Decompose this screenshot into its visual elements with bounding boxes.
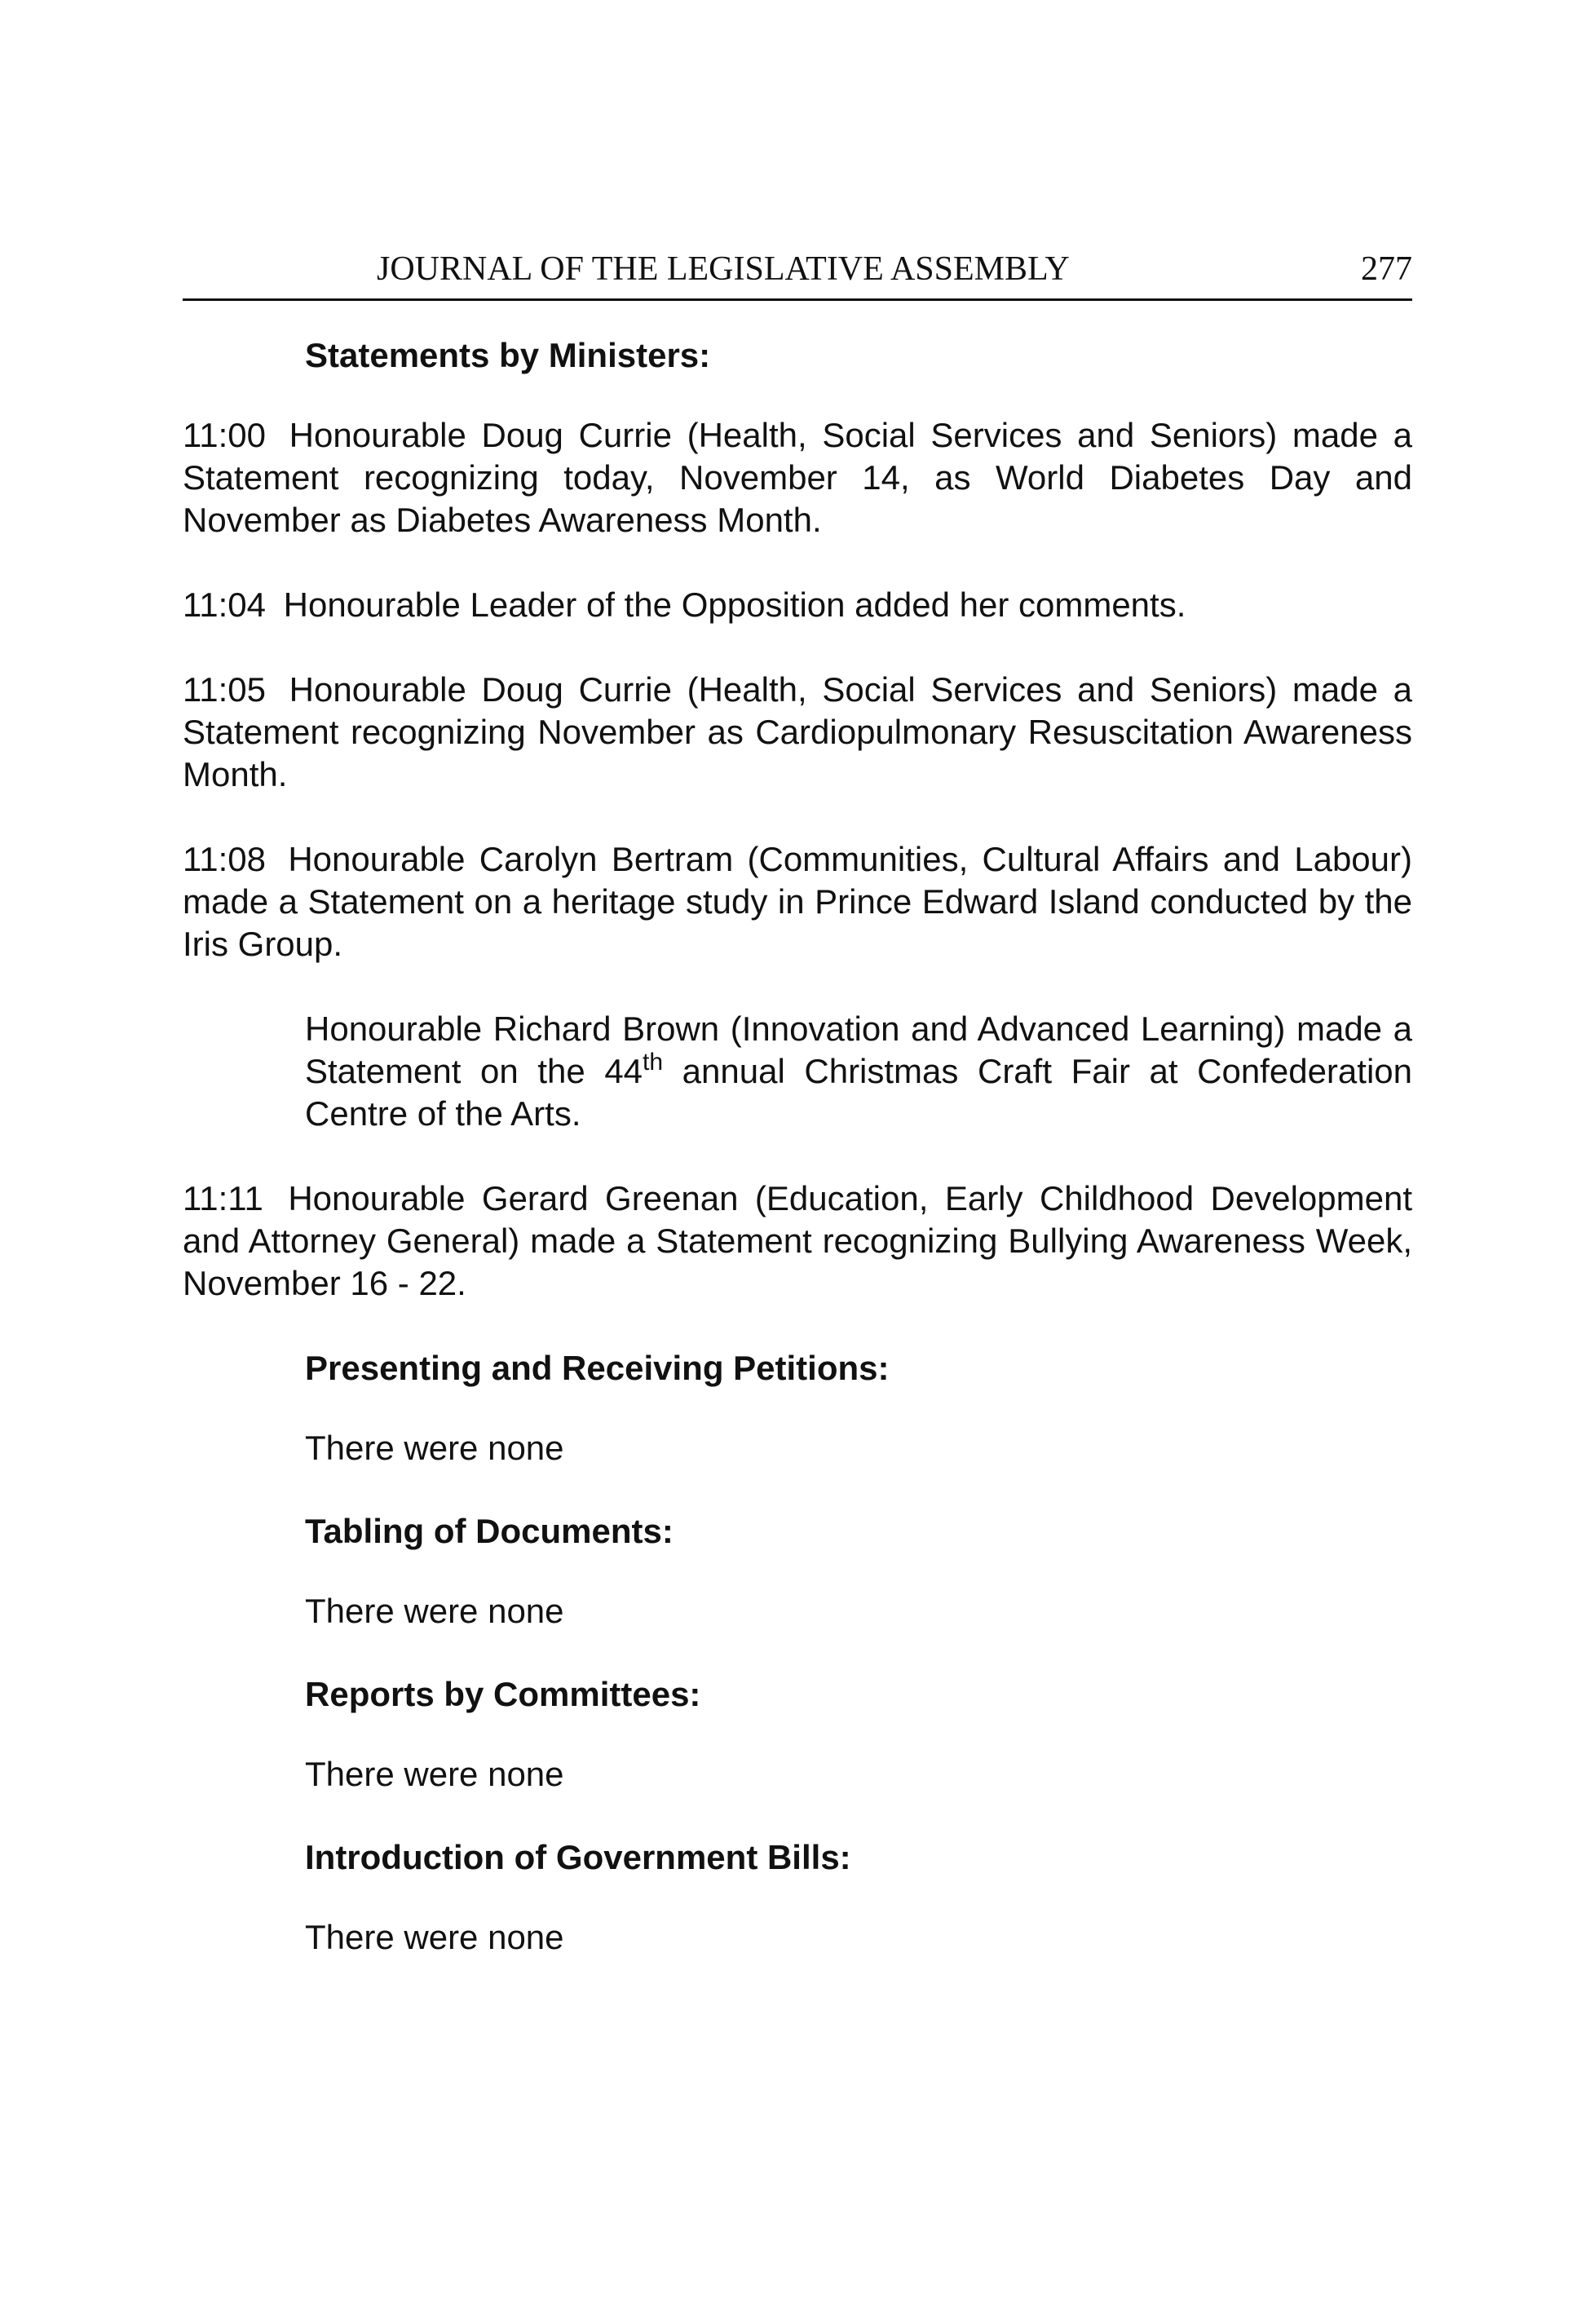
entry-time: 11:08	[183, 840, 266, 878]
entry-text-before: Honourable Richard Brown (Innovation and Advanced Learning) made a Statement on the 44	[305, 1010, 1412, 1090]
statement-entry	[183, 584, 1412, 626]
statement-entry-indented	[305, 1008, 1412, 1135]
ordinal-suffix: th	[643, 1049, 664, 1076]
section-note-petitions: There were none	[305, 1429, 564, 1467]
journal-content	[183, 334, 1412, 1999]
section-note-government-bills: There were none	[305, 1918, 564, 1956]
page-header	[183, 245, 1412, 301]
page-number: 277	[1361, 250, 1412, 288]
entry-text-after: annual Christmas Craft Fair at Confederation Centre of the Arts.	[305, 1052, 1412, 1133]
entry-text: Honourable Gerard Greenan (Education, Early Childhood Development and Attorney General) made a Statement recognizing Bullying Awareness Week, November 16 - 22.	[183, 1179, 1412, 1302]
journal-title: JOURNAL OF THE LEGISLATIVE ASSEMBLY	[377, 250, 1070, 288]
entry-time: 11:04	[183, 585, 266, 624]
section-heading-committees: Reports by Committees:	[305, 1675, 701, 1713]
entry-time: 11:11	[183, 1179, 263, 1217]
entry-time: 11:05	[183, 670, 266, 709]
section-heading-government-bills: Introduction of Government Bills:	[305, 1838, 851, 1876]
section-heading-petitions: Presenting and Receiving Petitions:	[305, 1349, 890, 1387]
statement-entry	[183, 1177, 1412, 1305]
section-heading-statements: Statements by Ministers:	[305, 336, 711, 374]
statement-entry	[183, 414, 1412, 541]
entry-text: Honourable Leader of the Opposition added her comments.	[283, 585, 1186, 624]
section-note-committees: There were none	[305, 1755, 564, 1793]
statement-entry	[183, 669, 1412, 796]
entry-time: 11:00	[183, 416, 266, 454]
entry-text: Honourable Doug Currie (Health, Social Services and Seniors) made a Statement recognizing today, November 14, as World Diabetes Day and November as Diabetes Awareness Month.	[183, 416, 1412, 539]
statement-entry	[183, 838, 1412, 965]
entry-text: Honourable Doug Currie (Health, Social Services and Seniors) made a Statement recognizing November as Cardiopulmonary Resuscitation Awareness Month.	[183, 670, 1412, 793]
entry-text: Honourable Carolyn Bertram (Communities, Cultural Affairs and Labour) made a Statement on a heritage study in Prince Edward Island conducted by the Iris Group.	[183, 840, 1412, 963]
section-heading-tabling: Tabling of Documents:	[305, 1512, 674, 1550]
section-note-tabling: There were none	[305, 1592, 564, 1630]
